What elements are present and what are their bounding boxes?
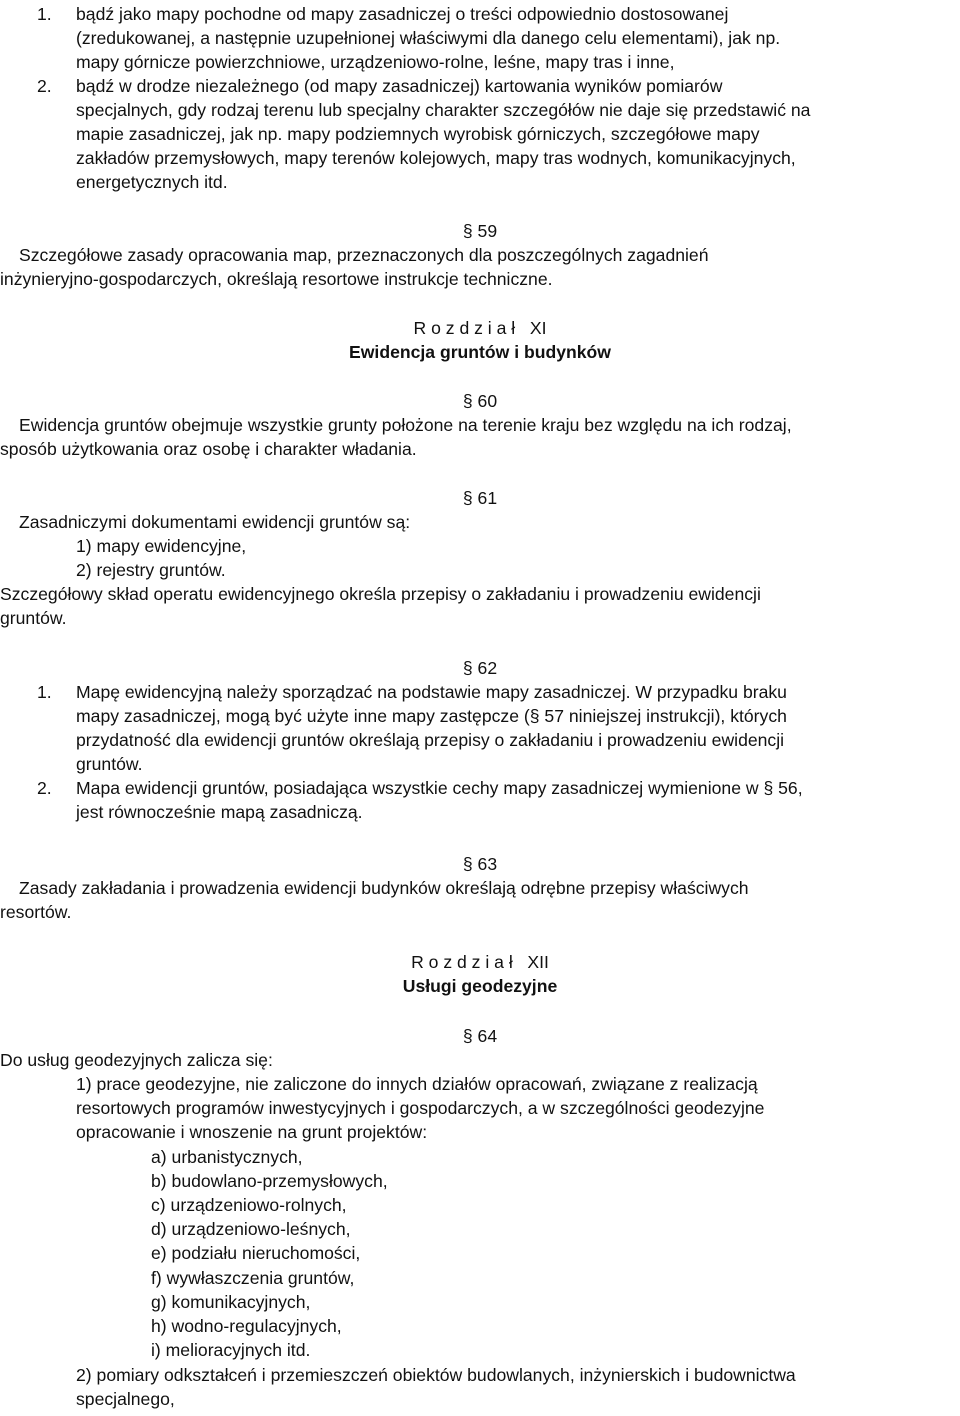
text-line: Zasadniczymi dokumentami ewidencji gruntów są: — [19, 512, 411, 532]
chapter-title: Ewidencja gruntów i budynków — [349, 342, 611, 362]
section-heading: § 60 — [462, 391, 498, 411]
section-heading: § 63 — [462, 854, 498, 874]
section-heading: § 64 — [462, 1026, 498, 1046]
sub-list-item: b) budowlano-przemysłowych, — [151, 1171, 388, 1191]
text-line: mapy górnicze powierzchniowe, urządzeniowo-rolne, leśne, mapy tras i inne, — [76, 52, 675, 72]
text-line: gruntów. — [76, 754, 143, 774]
text-line: inżynieryjno-gospodarczych, określają resortowe instrukcje techniczne. — [0, 269, 553, 289]
text-line: Mapa ewidencji gruntów, posiadająca wszystkie cechy mapy zasadniczej wymienione w § 56, — [76, 778, 803, 798]
text-line: (zredukowanej, a następnie uzupełnionej właściwymi dla danego celu elementami), jak np. — [76, 28, 781, 48]
list-number: 1. — [37, 682, 52, 702]
sub-list-item: c) urządzeniowo-rolnych, — [151, 1195, 347, 1215]
text-line: Szczegółowe zasady opracowania map, przeznaczonych dla poszczególnych zagadnień — [19, 245, 709, 265]
text-line: specjalnych, gdy rodzaj terenu lub specjalny charakter szczegółów nie daje się przedstawić na — [76, 100, 811, 120]
text-line: mapy zasadniczej, mogą być użyte inne mapy zastępcze (§ 57 niniejszej instrukcji), których — [76, 706, 787, 726]
text-line: mapie zasadniczej, jak np. mapy podziemnych wyrobisk górniczych, szczegółowe mapy — [76, 124, 760, 144]
sub-list-item: h) wodno-regulacyjnych, — [151, 1316, 342, 1336]
text-line: specjalnego, — [76, 1389, 175, 1409]
list-item: 2) rejestry gruntów. — [76, 560, 226, 580]
text-line: Zasady zakładania i prowadzenia ewidencji budynków określają odrębne przepisy właściwych — [19, 878, 749, 898]
section-heading: § 59 — [462, 221, 498, 241]
text-line: Do usług geodezyjnych zalicza się: — [0, 1050, 273, 1070]
text-line: 1) prace geodezyjne, nie zaliczone do innych działów opracowań, związane z realizacją — [76, 1074, 758, 1094]
chapter-label: R o z d z i a ł XI — [413, 318, 547, 338]
chapter-title: Usługi geodezyjne — [402, 976, 558, 996]
section-heading: § 61 — [462, 488, 498, 508]
sub-list-item: i) melioracyjnych itd. — [151, 1340, 311, 1360]
text-line: resortowych programów inwestycyjnych i gospodarczych, a w szczególności geodezyjne — [76, 1098, 765, 1118]
text-line: jest równocześnie mapą zasadniczą. — [76, 802, 363, 822]
text-line: Szczegółowy skład operatu ewidencyjnego określa przepisy o zakładaniu i prowadzeniu ewidencji — [0, 584, 761, 604]
sub-list-item: e) podziału nieruchomości, — [151, 1243, 361, 1263]
list-item: 1) mapy ewidencyjne, — [76, 536, 247, 556]
sub-list-item: g) komunikacyjnych, — [151, 1292, 311, 1312]
sub-list-item: a) urbanistycznych, — [151, 1147, 303, 1167]
text-line: przydatność dla ewidencji gruntów określają przepisy o zakładaniu i prowadzeniu ewidencji — [76, 730, 785, 750]
section-heading: § 62 — [462, 658, 498, 678]
text-line: 2) pomiary odkształceń i przemieszczeń obiektów budowlanych, inżynierskich i budownictwa — [76, 1365, 796, 1385]
list-number: 1. — [37, 4, 52, 24]
sub-list-item: f) wywłaszczenia gruntów, — [151, 1268, 355, 1288]
list-number: 2. — [37, 76, 52, 96]
text-line: Mapę ewidencyjną należy sporządzać na podstawie mapy zasadniczej. W przypadku braku — [76, 682, 787, 702]
text-line: opracowanie i wnoszenie na grunt projektów: — [76, 1122, 428, 1142]
text-line: sposób użytkowania oraz osobę i charakter władania. — [0, 439, 417, 459]
text-line: energetycznych itd. — [76, 172, 228, 192]
chapter-label: R o z d z i a ł XII — [411, 952, 549, 972]
text-line: bądź w drodze niezależnego (od mapy zasadniczej) kartowania wyników pomiarów — [76, 76, 723, 96]
text-line: bądź jako mapy pochodne od mapy zasadniczej o treści odpowiednio dostosowanej — [76, 4, 729, 24]
list-number: 2. — [37, 778, 52, 798]
text-line: zakładów przemysłowych, mapy terenów kolejowych, mapy tras wodnych, komunikacyjnych, — [76, 148, 796, 168]
text-line: Ewidencja gruntów obejmuje wszystkie grunty położone na terenie kraju bez względu na ich rodzaj, — [19, 415, 792, 435]
sub-list-item: d) urządzeniowo-leśnych, — [151, 1219, 351, 1239]
text-line: gruntów. — [0, 608, 67, 628]
text-line: resortów. — [0, 902, 72, 922]
